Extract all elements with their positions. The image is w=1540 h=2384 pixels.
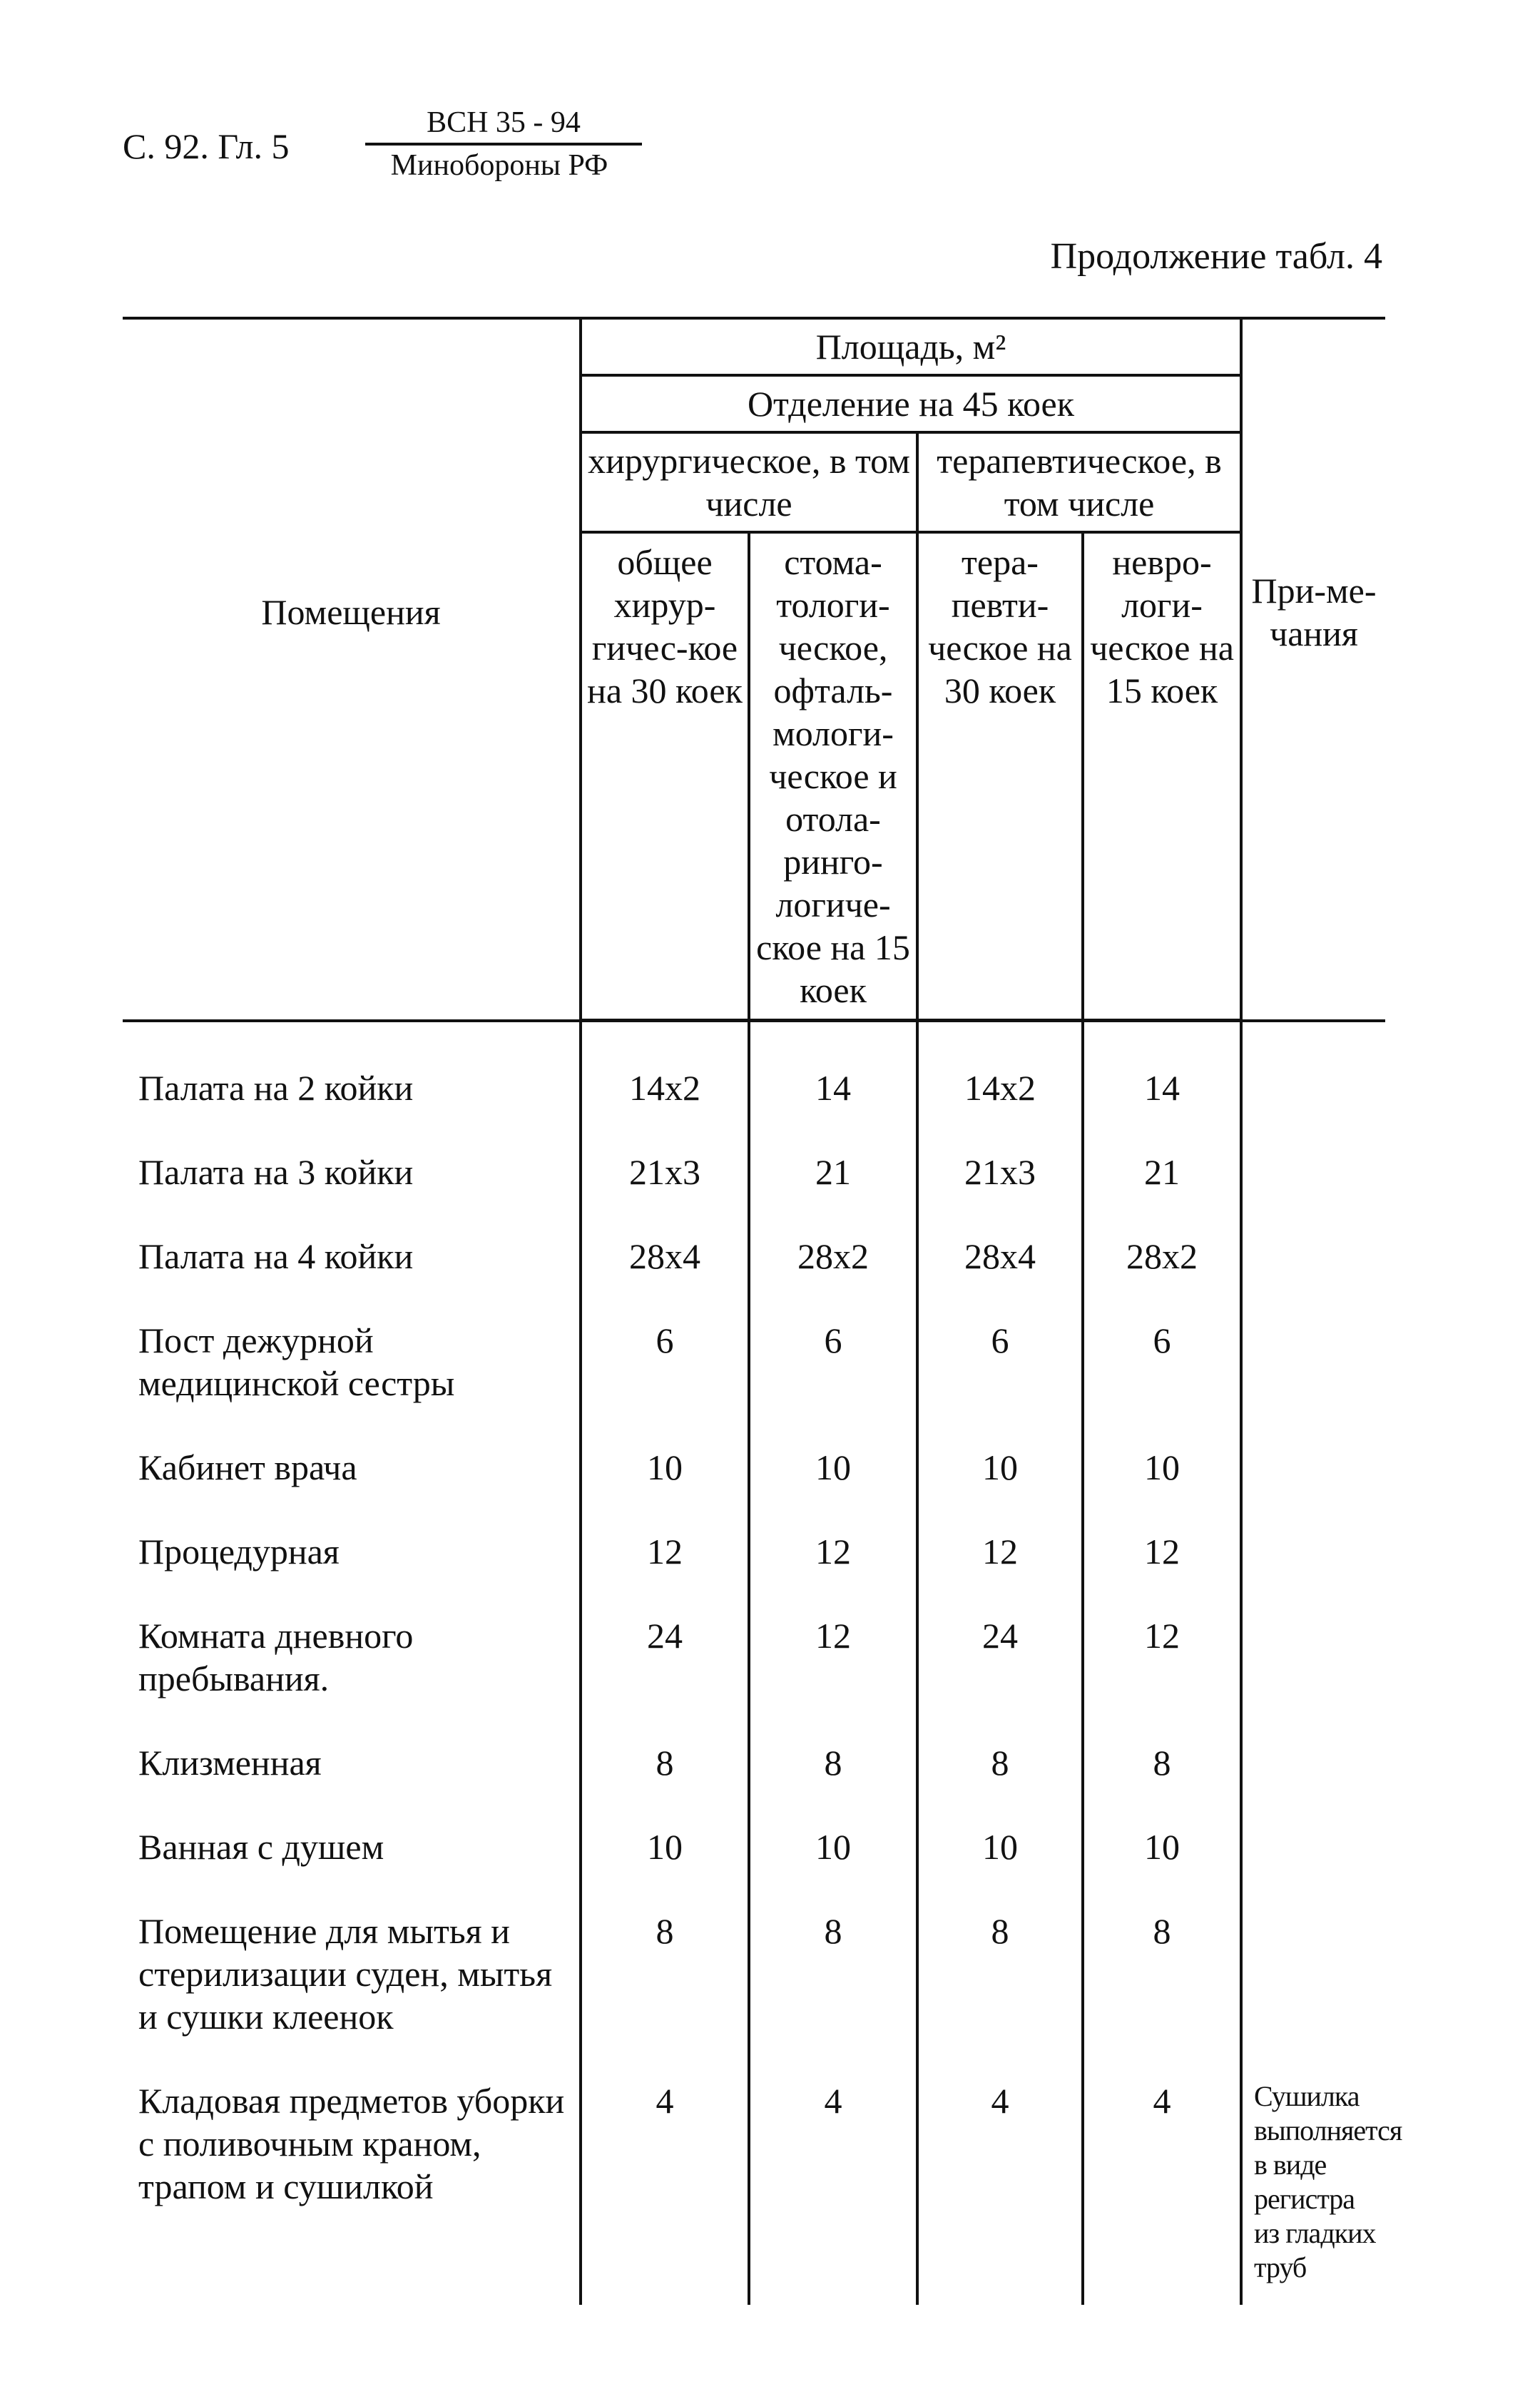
- room-name: Палата на 3 койки: [123, 1129, 581, 1213]
- header-surgical: хирургическое, в том числе: [581, 432, 917, 532]
- room-name: Комната дневного пребывания.: [123, 1593, 581, 1720]
- header-area: Площадь, м²: [581, 318, 1241, 375]
- room-note: [1241, 1593, 1385, 1720]
- area-value: 8: [917, 1720, 1083, 1804]
- header-neurological-15: невро-логи-ческое на 15 коек: [1083, 532, 1241, 1021]
- table-row: [123, 1888, 1385, 2058]
- room-note: Сушилка выполняется в виде регистра из гладких труб: [1241, 2058, 1385, 2305]
- room-note: [1241, 1425, 1385, 1509]
- area-value: 24: [917, 1593, 1083, 1720]
- area-value: 4: [1083, 2058, 1241, 2305]
- area-value: 6: [1083, 1298, 1241, 1425]
- room-name: Ванная с душем: [123, 1804, 581, 1888]
- area-value: 6: [581, 1298, 749, 1425]
- room-note: [1241, 1021, 1385, 1130]
- area-value: 8: [917, 1888, 1083, 2058]
- area-value: 4: [917, 2058, 1083, 2305]
- area-value: 8: [581, 1720, 749, 1804]
- room-name: Палата на 4 койки: [123, 1213, 581, 1298]
- header-therapeutic: терапевтическое, в том числе: [917, 432, 1241, 532]
- room-note: [1241, 1720, 1385, 1804]
- area-value: 28x4: [581, 1213, 749, 1298]
- area-value: 14x2: [581, 1021, 749, 1130]
- page-reference: С. 92. Гл. 5: [123, 126, 290, 166]
- area-value: 28x4: [917, 1213, 1083, 1298]
- room-name: Пост дежурной медицинской сестры: [123, 1298, 581, 1425]
- area-value: 4: [749, 2058, 917, 2305]
- area-value: 10: [749, 1425, 917, 1509]
- room-note: [1241, 1129, 1385, 1213]
- area-value: 10: [749, 1804, 917, 1888]
- area-value: 8: [1083, 1720, 1241, 1804]
- room-note: [1241, 1804, 1385, 1888]
- area-value: 4: [581, 2058, 749, 2305]
- ministry-name: Минобороны РФ: [390, 149, 608, 182]
- area-value: 10: [581, 1804, 749, 1888]
- header-dental-eye-ent: стома-тологи-ческое, офталь-мологи-ческое и отола-ринго-логиче-ское на 15 коек: [749, 532, 917, 1021]
- area-value: 8: [749, 1720, 917, 1804]
- area-value: 6: [749, 1298, 917, 1425]
- area-value: 28x2: [749, 1213, 917, 1298]
- room-name: Кладовая предметов уборки с поливочным краном, трапом и сушилкой: [123, 2058, 581, 2305]
- room-name: Палата на 2 койки: [123, 1021, 581, 1130]
- document-code: [357, 106, 642, 183]
- area-value: 8: [749, 1888, 917, 2058]
- header-rooms: Помещения: [123, 318, 581, 1021]
- area-value: 12: [917, 1509, 1083, 1593]
- room-note: [1241, 1888, 1385, 2058]
- table-row: [123, 1509, 1385, 1593]
- table-row: [123, 1213, 1385, 1298]
- area-value: 12: [1083, 1593, 1241, 1720]
- doc-code-number: ВСН 35 - 94: [365, 106, 642, 146]
- area-value: 14: [1083, 1021, 1241, 1130]
- area-value: 28x2: [1083, 1213, 1241, 1298]
- room-note: [1241, 1213, 1385, 1298]
- table-row: [123, 1129, 1385, 1213]
- room-name: Клизменная: [123, 1720, 581, 1804]
- area-value: 8: [1083, 1888, 1241, 2058]
- table-row: [123, 1425, 1385, 1509]
- header-department: Отделение на 45 коек: [581, 375, 1241, 432]
- area-value: 21x3: [917, 1129, 1083, 1213]
- room-name: Процедурная: [123, 1509, 581, 1593]
- area-value: 10: [917, 1425, 1083, 1509]
- table-row: [123, 1021, 1385, 1130]
- header-notes: При-ме-чания: [1241, 318, 1385, 1021]
- area-value: 10: [581, 1425, 749, 1509]
- rooms-area-table: [123, 317, 1402, 2305]
- area-value: 10: [1083, 1425, 1241, 1509]
- table-continuation-caption: Продолжение табл. 4: [1050, 236, 1382, 277]
- area-value: 10: [917, 1804, 1083, 1888]
- table-row: [123, 1804, 1385, 1888]
- area-value: 12: [749, 1509, 917, 1593]
- room-note: [1241, 1509, 1385, 1593]
- area-value: 14x2: [917, 1021, 1083, 1130]
- area-value: 21x3: [581, 1129, 749, 1213]
- area-value: 12: [749, 1593, 917, 1720]
- area-value: 6: [917, 1298, 1083, 1425]
- header-general-surgical: общее хирур-гичес-кое на 30 коек: [581, 532, 749, 1021]
- area-value: 24: [581, 1593, 749, 1720]
- table-row: [123, 1720, 1385, 1804]
- room-name: Помещение для мытья и стерилизации суден, мытья и сушки клеенок: [123, 1888, 581, 2058]
- area-value: 10: [1083, 1804, 1241, 1888]
- area-value: 12: [581, 1509, 749, 1593]
- area-value: 12: [1083, 1509, 1241, 1593]
- room-note: [1241, 1298, 1385, 1425]
- header-therapeutic-30: тера-певти-ческое на 30 коек: [917, 532, 1083, 1021]
- area-value: 8: [581, 1888, 749, 2058]
- table-row: [123, 2058, 1385, 2305]
- area-value: 21: [749, 1129, 917, 1213]
- table-row: [123, 1593, 1385, 1720]
- room-name: Кабинет врача: [123, 1425, 581, 1509]
- table-row: [123, 1298, 1385, 1425]
- area-value: 14: [749, 1021, 917, 1130]
- area-value: 21: [1083, 1129, 1241, 1213]
